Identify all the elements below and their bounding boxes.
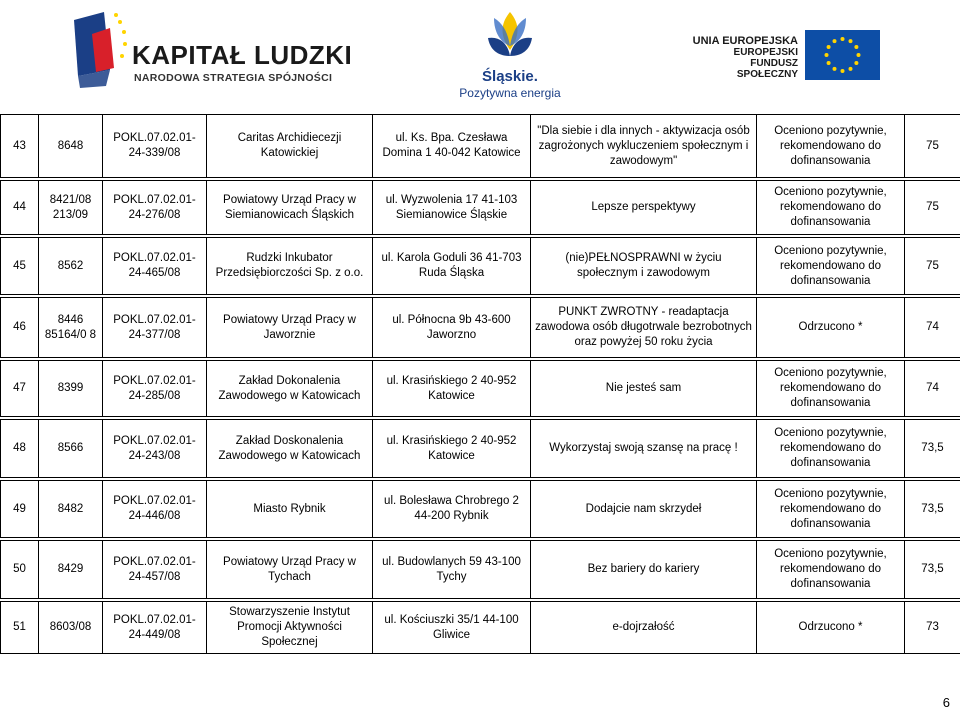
project-code-cell: POKL.07.02.01-24-243/08 — [103, 420, 207, 478]
eu-logo — [690, 28, 890, 83]
slaskie-logo — [445, 10, 575, 100]
project-title-cell: PUNKT ZWROTNY - readaptacja zawodowa osób długotrwale bezrobotnych oraz powyżej 50 roku życia — [531, 298, 757, 358]
project-code-cell: POKL.07.02.01-24-377/08 — [103, 298, 207, 358]
eu-line-3: FUNDUSZ SPOŁECZNY — [736, 58, 798, 80]
score-cell: 75 — [905, 181, 960, 235]
organization-cell: Zakład Doskonalenia Zawodowego w Katowicach — [207, 420, 373, 478]
table-row — [1, 361, 960, 417]
project-title-cell: Dodajcie nam skrzydeł — [531, 481, 757, 538]
address-cell: ul. Budowlanych 59 43-100 Tychy — [373, 541, 531, 599]
organization-cell: Miasto Rybnik — [207, 481, 373, 538]
row-number-cell: 43 — [1, 115, 39, 178]
application-number-cell: 8421/08 213/09 — [39, 181, 103, 235]
score-cell: 74 — [905, 361, 960, 417]
organization-cell: Caritas Archidiecezji Katowickiej — [207, 115, 373, 178]
score-cell: 73,5 — [905, 420, 960, 478]
project-code-cell: POKL.07.02.01-24-339/08 — [103, 115, 207, 178]
address-cell: ul. Wyzwolenia 17 41-103 Siemianowice Śląskie — [373, 181, 531, 235]
application-number-cell: 8566 — [39, 420, 103, 478]
project-title-cell: e-dojrzałość — [531, 602, 757, 654]
project-title-cell: Bez bariery do kariery — [531, 541, 757, 599]
score-cell: 75 — [905, 115, 960, 178]
organization-cell: Powiatowy Urząd Pracy w Siemianowicach Śląskich — [207, 181, 373, 235]
table-row — [1, 481, 960, 538]
project-code-cell: POKL.07.02.01-24-465/08 — [103, 238, 207, 295]
row-number-cell: 50 — [1, 541, 39, 599]
address-cell: ul. Ks. Bpa. Czesława Domina 1 40-042 Katowice — [373, 115, 531, 178]
slaskie-emblem-icon — [480, 10, 540, 66]
row-number-cell: 47 — [1, 361, 39, 417]
kapital-ludzki-emblem-icon — [70, 10, 130, 90]
organization-cell: Powiatowy Urząd Pracy w Jaworznie — [207, 298, 373, 358]
address-cell: ul. Karola Goduli 36 41-703 Ruda Śląska — [373, 238, 531, 295]
row-number-cell: 46 — [1, 298, 39, 358]
row-number-cell: 45 — [1, 238, 39, 295]
organization-cell: Zakład Dokonalenia Zawodowego w Katowicach — [207, 361, 373, 417]
kapital-ludzki-title: KAPITAŁ LUDZKI — [132, 40, 353, 70]
evaluation-status-cell: Oceniono pozytywnie, rekomendowano do dofinansowania — [757, 181, 905, 235]
slaskie-tagline: Pozytywna energia — [459, 86, 561, 100]
evaluation-status-cell: Oceniono pozytywnie, rekomendowano do dofinansowania — [757, 481, 905, 538]
application-number-cell: 8429 — [39, 541, 103, 599]
project-code-cell: POKL.07.02.01-24-285/08 — [103, 361, 207, 417]
evaluation-status-cell: Oceniono pozytywnie, rekomendowano do dofinansowania — [757, 541, 905, 599]
project-title-cell: "Dla siebie i dla innych - aktywizacja osób zagrożonych wykluczeniem społecznym i zawodowym" — [531, 115, 757, 178]
application-number-cell: 8482 — [39, 481, 103, 538]
table-row — [1, 238, 960, 295]
project-code-cell: POKL.07.02.01-24-457/08 — [103, 541, 207, 599]
application-number-cell: 8648 — [39, 115, 103, 178]
application-number-cell: 8399 — [39, 361, 103, 417]
project-title-cell: Nie jesteś sam — [531, 361, 757, 417]
table-row — [1, 420, 960, 478]
score-cell: 73,5 — [905, 541, 960, 599]
table-row — [1, 541, 960, 599]
eu-line-2: EUROPEJSKI — [733, 47, 798, 58]
evaluation-status-cell: Oceniono pozytywnie, rekomendowano do dofinansowania — [757, 115, 905, 178]
application-number-cell: 8603/08 — [39, 602, 103, 654]
table-row — [1, 602, 960, 654]
projects-table — [0, 114, 960, 654]
row-number-cell: 44 — [1, 181, 39, 235]
table-row — [1, 298, 960, 358]
address-cell: ul. Krasińskiego 2 40-952 Katowice — [373, 420, 531, 478]
evaluation-status-cell: Odrzucono * — [757, 602, 905, 654]
eu-flag-icon — [805, 30, 880, 80]
kapital-ludzki-subtitle: NARODOWA STRATEGIA SPÓJNOŚCI — [134, 72, 333, 84]
application-number-cell: 8562 — [39, 238, 103, 295]
kapital-ludzki-logo — [70, 10, 353, 95]
row-number-cell: 48 — [1, 420, 39, 478]
project-title-cell: Wykorzystaj swoją szansę na pracę ! — [531, 420, 757, 478]
page-header — [0, 0, 960, 112]
row-number-cell: 51 — [1, 602, 39, 654]
table-row — [1, 115, 960, 178]
address-cell: ul. Kościuszki 35/1 44-100 Gliwice — [373, 602, 531, 654]
evaluation-status-cell: Oceniono pozytywnie, rekomendowano do dofinansowania — [757, 361, 905, 417]
evaluation-status-cell: Odrzucono * — [757, 298, 905, 358]
application-number-cell: 8446 85164/0 8 — [39, 298, 103, 358]
project-code-cell: POKL.07.02.01-24-449/08 — [103, 602, 207, 654]
score-cell: 75 — [905, 238, 960, 295]
evaluation-status-cell: Oceniono pozytywnie, rekomendowano do dofinansowania — [757, 420, 905, 478]
organization-cell: Powiatowy Urząd Pracy w Tychach — [207, 541, 373, 599]
eu-line-1: UNIA EUROPEJSKA — [692, 35, 798, 47]
project-code-cell: POKL.07.02.01-24-276/08 — [103, 181, 207, 235]
row-number-cell: 49 — [1, 481, 39, 538]
project-title-cell: (nie)PEŁNOSPRAWNI w życiu społecznym i zawodowym — [531, 238, 757, 295]
table-row — [1, 181, 960, 235]
evaluation-status-cell: Oceniono pozytywnie, rekomendowano do dofinansowania — [757, 238, 905, 295]
address-cell: ul. Krasińskiego 2 40-952 Katowice — [373, 361, 531, 417]
organization-cell: Stowarzyszenie Instytut Promocji Aktywności Społecznej — [207, 602, 373, 654]
address-cell: ul. Bolesława Chrobrego 2 44-200 Rybnik — [373, 481, 531, 538]
slaskie-name: Śląskie. — [482, 68, 538, 85]
eu-text — [690, 36, 798, 80]
address-cell: ul. Północna 9b 43-600 Jaworzno — [373, 298, 531, 358]
score-cell: 73 — [905, 602, 960, 654]
page-number: 6 — [942, 695, 950, 710]
organization-cell: Rudzki Inkubator Przedsiębiorczości Sp. z o.o. — [207, 238, 373, 295]
project-title-cell: Lepsze perspektywy — [531, 181, 757, 235]
score-cell: 73,5 — [905, 481, 960, 538]
score-cell: 74 — [905, 298, 960, 358]
project-code-cell: POKL.07.02.01-24-446/08 — [103, 481, 207, 538]
